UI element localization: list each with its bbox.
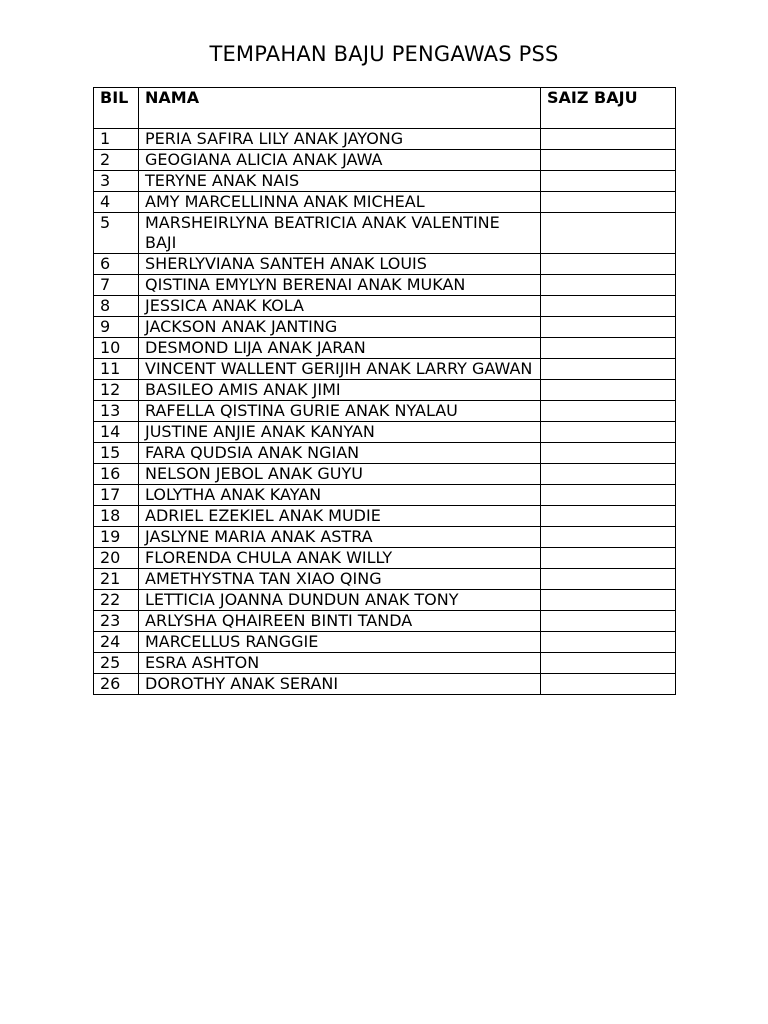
cell-nama: AMETHYSTNA TAN XIAO QING: [139, 569, 541, 590]
table-header-row: [94, 88, 676, 129]
cell-bil: 17: [94, 485, 139, 506]
cell-bil: 6: [94, 254, 139, 275]
cell-nama: FARA QUDSIA ANAK NGIAN: [139, 443, 541, 464]
cell-saiz-baju[interactable]: [541, 632, 676, 653]
cell-nama: BASILEO AMIS ANAK JIMI: [139, 380, 541, 401]
cell-saiz-baju[interactable]: [541, 548, 676, 569]
cell-bil: 7: [94, 275, 139, 296]
cell-bil: 10: [94, 338, 139, 359]
table-row: [94, 569, 676, 590]
cell-bil: 15: [94, 443, 139, 464]
table-row: [94, 548, 676, 569]
table-row: [94, 192, 676, 213]
table-row: [94, 464, 676, 485]
cell-bil: 20: [94, 548, 139, 569]
cell-nama: SHERLYVIANA SANTEH ANAK LOUIS: [139, 254, 541, 275]
cell-saiz-baju[interactable]: [541, 213, 676, 254]
cell-saiz-baju[interactable]: [541, 527, 676, 548]
table-row: [94, 422, 676, 443]
cell-bil: 18: [94, 506, 139, 527]
roster-table: [93, 87, 676, 695]
cell-bil: 2: [94, 150, 139, 171]
cell-nama: VINCENT WALLENT GERIJIH ANAK LARRY GAWAN: [139, 359, 541, 380]
cell-saiz-baju[interactable]: [541, 254, 676, 275]
cell-bil: 5: [94, 213, 139, 254]
cell-saiz-baju[interactable]: [541, 464, 676, 485]
cell-saiz-baju[interactable]: [541, 192, 676, 213]
column-header-bil: BIL: [94, 88, 139, 129]
table-row: [94, 338, 676, 359]
cell-bil: 21: [94, 569, 139, 590]
roster-body: [94, 129, 676, 695]
column-header-nama: NAMA: [139, 88, 541, 129]
cell-nama: MARCELLUS RANGGIE: [139, 632, 541, 653]
cell-bil: 13: [94, 401, 139, 422]
cell-bil: 3: [94, 171, 139, 192]
cell-bil: 11: [94, 359, 139, 380]
cell-saiz-baju[interactable]: [541, 443, 676, 464]
cell-bil: 12: [94, 380, 139, 401]
cell-saiz-baju[interactable]: [541, 569, 676, 590]
cell-saiz-baju[interactable]: [541, 611, 676, 632]
table-row: [94, 254, 676, 275]
cell-bil: 8: [94, 296, 139, 317]
cell-bil: 16: [94, 464, 139, 485]
table-row: [94, 401, 676, 422]
cell-nama: DOROTHY ANAK SERANI: [139, 674, 541, 695]
cell-nama: RAFELLA QISTINA GURIE ANAK NYALAU: [139, 401, 541, 422]
page-title: TEMPAHAN BAJU PENGAWAS PSS: [209, 42, 559, 66]
table-row: [94, 150, 676, 171]
cell-saiz-baju[interactable]: [541, 296, 676, 317]
cell-nama: ESRA ASHTON: [139, 653, 541, 674]
cell-nama: QISTINA EMYLYN BERENAI ANAK MUKAN: [139, 275, 541, 296]
cell-saiz-baju[interactable]: [541, 150, 676, 171]
table-row: [94, 590, 676, 611]
cell-saiz-baju[interactable]: [541, 653, 676, 674]
cell-nama: JASLYNE MARIA ANAK ASTRA: [139, 527, 541, 548]
table-row: [94, 129, 676, 150]
table-row: [94, 611, 676, 632]
cell-saiz-baju[interactable]: [541, 674, 676, 695]
table-row: [94, 380, 676, 401]
cell-nama: ARLYSHA QHAIREEN BINTI TANDA: [139, 611, 541, 632]
table-row: [94, 296, 676, 317]
cell-bil: 23: [94, 611, 139, 632]
cell-bil: 22: [94, 590, 139, 611]
cell-nama: JUSTINE ANJIE ANAK KANYAN: [139, 422, 541, 443]
cell-saiz-baju[interactable]: [541, 380, 676, 401]
table-row: [94, 485, 676, 506]
cell-nama: NELSON JEBOL ANAK GUYU: [139, 464, 541, 485]
cell-bil: 14: [94, 422, 139, 443]
cell-bil: 4: [94, 192, 139, 213]
cell-nama: AMY MARCELLINNA ANAK MICHEAL: [139, 192, 541, 213]
cell-saiz-baju[interactable]: [541, 338, 676, 359]
cell-saiz-baju[interactable]: [541, 401, 676, 422]
cell-saiz-baju[interactable]: [541, 129, 676, 150]
cell-nama: PERIA SAFIRA LILY ANAK JAYONG: [139, 129, 541, 150]
cell-nama: DESMOND LIJA ANAK JARAN: [139, 338, 541, 359]
cell-nama: FLORENDA CHULA ANAK WILLY: [139, 548, 541, 569]
cell-saiz-baju[interactable]: [541, 359, 676, 380]
cell-nama: ADRIEL EZEKIEL ANAK MUDIE: [139, 506, 541, 527]
table-row: [94, 443, 676, 464]
cell-bil: 25: [94, 653, 139, 674]
cell-nama: GEOGIANA ALICIA ANAK JAWA: [139, 150, 541, 171]
cell-saiz-baju[interactable]: [541, 590, 676, 611]
table-row: [94, 674, 676, 695]
table-row: [94, 213, 676, 254]
column-header-saiz-baju: SAIZ BAJU: [541, 88, 676, 129]
table-row: [94, 632, 676, 653]
cell-nama: LOLYTHA ANAK KAYAN: [139, 485, 541, 506]
cell-nama: TERYNE ANAK NAIS: [139, 171, 541, 192]
cell-bil: 19: [94, 527, 139, 548]
cell-bil: 26: [94, 674, 139, 695]
cell-bil: 1: [94, 129, 139, 150]
cell-nama: LETTICIA JOANNA DUNDUN ANAK TONY: [139, 590, 541, 611]
table-row: [94, 359, 676, 380]
cell-nama: JACKSON ANAK JANTING: [139, 317, 541, 338]
cell-saiz-baju[interactable]: [541, 171, 676, 192]
cell-nama: MARSHEIRLYNA BEATRICIA ANAK VALENTINE BAJI: [139, 213, 541, 254]
table-row: [94, 171, 676, 192]
cell-nama: JESSICA ANAK KOLA: [139, 296, 541, 317]
cell-saiz-baju[interactable]: [541, 275, 676, 296]
table-row: [94, 527, 676, 548]
table-row: [94, 506, 676, 527]
cell-bil: 9: [94, 317, 139, 338]
cell-saiz-baju[interactable]: [541, 506, 676, 527]
cell-saiz-baju[interactable]: [541, 422, 676, 443]
cell-saiz-baju[interactable]: [541, 317, 676, 338]
cell-saiz-baju[interactable]: [541, 485, 676, 506]
cell-bil: 24: [94, 632, 139, 653]
table-row: [94, 317, 676, 338]
table-row: [94, 653, 676, 674]
table-row: [94, 275, 676, 296]
